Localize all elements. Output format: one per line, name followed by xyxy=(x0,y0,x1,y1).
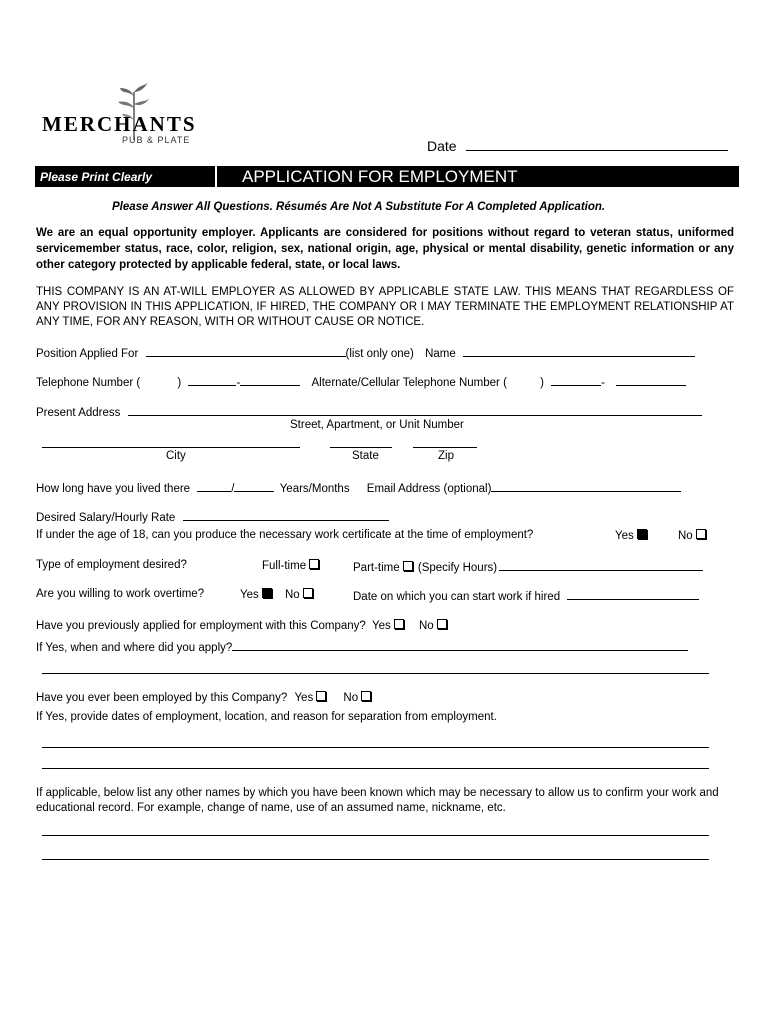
header-divider xyxy=(215,166,217,187)
address-label: Present Address xyxy=(36,407,121,419)
applied-no-checkbox[interactable] xyxy=(437,619,447,629)
position-label: Position Applied For xyxy=(36,348,139,360)
employed-yes-checkbox[interactable] xyxy=(316,691,326,701)
company-logo xyxy=(42,82,262,152)
years-field[interactable] xyxy=(197,480,231,492)
date-line[interactable] xyxy=(466,138,728,151)
salary-row xyxy=(36,509,389,524)
phone-line-field[interactable] xyxy=(240,374,300,386)
alt-phone-prefix-field[interactable] xyxy=(551,374,601,386)
eeo-statement: We are an equal opportunity employer. Applicants are considered for positions without regard to veteran status, uniformed servicemember status, race, color, religion, sex, national origin, age, physical or mental disability, genetic information or any other category protected by applicable federal, state, or local laws. xyxy=(36,227,734,271)
street-caption: Street, Apartment, or Unit Number xyxy=(290,419,464,431)
part-time-label: Part-time xyxy=(353,562,400,574)
full-time-label: Full-time xyxy=(262,560,307,572)
email-label: Email Address (optional) xyxy=(366,483,492,495)
position-note: (list only one) xyxy=(345,348,414,360)
applied-when-line-2[interactable] xyxy=(42,673,709,674)
no-label: No xyxy=(678,530,693,542)
alt-phone-line-field[interactable] xyxy=(616,374,686,386)
other-names-text: If applicable, below list any other names by which you have been known which may be necessary to allow us to confirm your work and educational record. For example, change of name, use of an assumed name, nickname, etc. xyxy=(36,787,719,814)
logo-tagline: PUB & PLATE xyxy=(122,135,191,145)
how-long-label: How long have you lived there xyxy=(36,483,191,495)
name-label: Name xyxy=(425,348,456,360)
part-time-option[interactable] xyxy=(353,559,703,574)
hours-field[interactable] xyxy=(499,559,703,571)
yes-label: Yes xyxy=(372,620,391,632)
dash: - xyxy=(236,377,241,389)
no-label: No xyxy=(285,589,300,601)
address-row xyxy=(36,404,702,419)
work-cert-no[interactable] xyxy=(678,529,706,542)
applied-when-row xyxy=(36,639,688,654)
residence-row xyxy=(36,480,681,495)
specify-hours-label: (Specify Hours) xyxy=(417,562,498,574)
salary-label: Desired Salary/Hourly Rate xyxy=(36,512,176,524)
employed-before-row xyxy=(36,691,371,704)
phone-prefix-field[interactable] xyxy=(188,374,236,386)
full-time-checkbox[interactable] xyxy=(309,559,319,569)
employed-no-checkbox[interactable] xyxy=(361,691,371,701)
employed-details-line-1[interactable] xyxy=(42,747,709,748)
employed-before-label: Have you ever been employed by this Company? xyxy=(36,692,288,704)
start-date-label: Date on which you can start work if hired xyxy=(353,591,561,603)
state-field[interactable] xyxy=(330,447,392,448)
employment-type-label: Type of employment desired? xyxy=(36,559,187,571)
telephone-label: Telephone Number ( xyxy=(36,377,141,389)
no-label: No xyxy=(343,692,359,704)
paren-close: ) xyxy=(177,377,182,389)
yes-label: Yes xyxy=(240,589,259,601)
email-field[interactable] xyxy=(491,480,681,492)
city-field[interactable] xyxy=(42,447,300,448)
paren-close: ) xyxy=(540,377,544,389)
overtime-yes-checkbox[interactable] xyxy=(262,588,272,598)
applied-when-label: If Yes, when and where did you apply? xyxy=(36,642,233,654)
dash: - xyxy=(601,377,605,389)
name-field[interactable] xyxy=(463,345,695,357)
street-field[interactable] xyxy=(128,404,702,416)
yes-label: Yes xyxy=(294,692,314,704)
at-will-statement: THIS COMPANY IS AN AT-WILL EMPLOYER AS ALLOWED BY APPLICABLE STATE LAW. THIS MEANS THAT REGARDLESS OF ANY PROVISION IN THIS APPLICATION, IF HIRED, THE COMPANY OR I MAY TERMINATE THE EMPLOYMENT RELATIONSHIP AT ANY TIME, FOR ANY REASON, WITH OR WITHOUT CAUSE OR NOTICE. xyxy=(36,286,734,328)
no-label: No xyxy=(419,620,434,632)
start-date-field[interactable] xyxy=(567,588,699,600)
applied-when-field[interactable] xyxy=(232,639,688,651)
full-time-option[interactable] xyxy=(262,559,319,572)
start-date-row xyxy=(353,588,699,603)
zip-caption: Zip xyxy=(438,450,454,462)
other-names-line-1[interactable] xyxy=(42,835,709,836)
work-cert-yes-checkbox[interactable] xyxy=(637,529,647,539)
yes-label: Yes xyxy=(615,530,634,542)
city-caption: City xyxy=(166,450,186,462)
date-label: Date xyxy=(427,138,457,154)
telephone-row xyxy=(36,374,686,389)
part-time-checkbox[interactable] xyxy=(403,561,413,571)
zip-field[interactable] xyxy=(413,447,477,448)
work-cert-no-checkbox[interactable] xyxy=(696,529,706,539)
work-cert-question: If under the age of 18, can you produce the necessary work certificate at the time of employment? xyxy=(36,529,534,541)
overtime-yes[interactable] xyxy=(240,588,272,601)
salary-field[interactable] xyxy=(183,509,389,521)
print-clearly-label: Please Print Clearly xyxy=(40,170,153,184)
overtime-no-checkbox[interactable] xyxy=(303,588,313,598)
slash: / xyxy=(231,483,235,495)
position-row xyxy=(36,345,695,360)
overtime-label: Are you willing to work overtime? xyxy=(36,588,205,600)
other-names-line-2[interactable] xyxy=(42,859,709,860)
applied-before-label: Have you previously applied for employment with this Company? xyxy=(36,620,366,632)
applied-before-row xyxy=(36,619,447,632)
page-title: APPLICATION FOR EMPLOYMENT xyxy=(242,167,518,186)
overtime-no[interactable] xyxy=(285,588,313,601)
date-field[interactable] xyxy=(427,138,728,154)
years-months-label: Years/Months xyxy=(279,483,350,495)
applied-yes-checkbox[interactable] xyxy=(394,619,404,629)
work-cert-yes[interactable] xyxy=(615,529,647,542)
months-field[interactable] xyxy=(234,480,274,492)
position-field[interactable] xyxy=(146,345,346,357)
instructions-notice: Please Answer All Questions. Résumés Are Not A Substitute For A Completed Application. xyxy=(112,201,606,213)
logo-wordmark: MERCHANTS xyxy=(42,112,197,136)
header-bar xyxy=(35,166,739,187)
employed-details-label: If Yes, provide dates of employment, location, and reason for separation from employment. xyxy=(36,711,497,723)
employed-details-line-2[interactable] xyxy=(42,768,709,769)
state-caption: State xyxy=(352,450,379,462)
alt-phone-label: Alternate/Cellular Telephone Number ( xyxy=(311,377,507,389)
